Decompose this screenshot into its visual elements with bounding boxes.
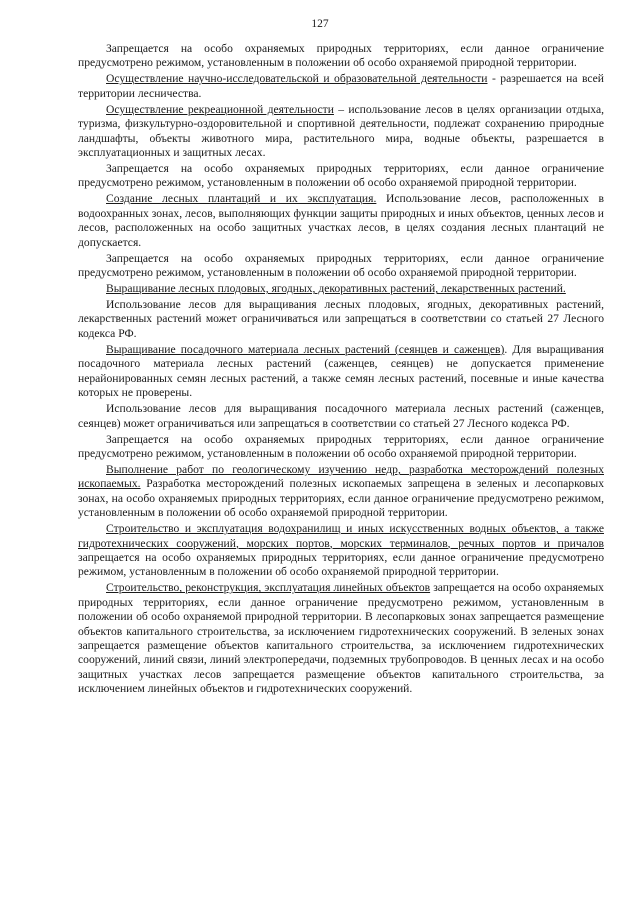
paragraph-text: запрещается на особо охраняемых природных территориях, если данное ограничение предусмотрено режимом, установленным в положении об особо охраняемой природной территории. В лесопарковых зонах запрещается размещение объектов капитального строительства, за исключением гидротехнических сооружений. В зеленых зонах запрещается размещение объектов капитального строительства, за исключением гидротехнических сооружений, линий связи, линий электропередачи, подземных трубопроводов. В ценных лесах и на особо защитных участках лесов запрещается размещение объектов капитального строительства, за исключением линейных объектов и гидротехнических сооружений. bbox=[78, 581, 604, 696]
paragraph-text: Использование лесов для выращивания посадочного материала лесных растений (саженцев, сеянцев) может ограничиваться или запрещаться в соответствии со статьей 27 Лесного кодекса РФ. bbox=[78, 402, 604, 430]
paragraph-heading: Выращивание лесных плодовых, ягодных, декоративных растений, лекарственных растений. bbox=[106, 282, 566, 296]
paragraph-text: Запрещается на особо охраняемых природных территориях, если данное ограничение предусмотрено режимом, установленным в положении об особо охраняемой природной территории. bbox=[78, 432, 604, 460]
paragraph-heading: Создание лесных плантаций и их эксплуатация. bbox=[106, 192, 377, 206]
paragraph-text: Запрещается на особо охраняемых природных территориях, если данное ограничение предусмотрено режимом, установленным в положении об особо охраняемой природной территории. bbox=[78, 251, 604, 280]
paragraph-growing-plants-heading bbox=[78, 282, 604, 296]
paragraph-growing-plants-use bbox=[78, 298, 604, 341]
paragraph-restriction-2 bbox=[78, 162, 604, 191]
paragraph-text: Запрещается на особо охраняемых природных территориях, если данное ограничение предусмотрено режимом, установленным в положении об особо охраняемой природной территории. bbox=[78, 162, 604, 190]
paragraph-research-activity bbox=[78, 72, 604, 101]
paragraph-reservoirs bbox=[78, 522, 604, 580]
paragraph-text: запрещается на особо охраняемых природных территориях, если данное ограничение предусмотрено режимом, установленным в положении об особо охраняемой природной территории. bbox=[78, 550, 604, 579]
paragraph-heading: Осуществление научно-исследовательской и образовательной деятельности bbox=[106, 72, 488, 86]
paragraph-text: Использование лесов, расположенных в водоохранных зонах, лесов, выполняющих функции защиты природных и иных объектов, ценных лесов и лесов, расположенных на особо защитных участках лесов, в целях создания лесных плантаций не допускается. bbox=[78, 192, 604, 249]
page-number: 127 bbox=[311, 18, 329, 30]
paragraph-forest-plantations bbox=[78, 192, 604, 250]
paragraph-heading: Осуществление рекреационной деятельности bbox=[106, 102, 334, 116]
paragraph-text: Использование лесов для выращивания лесных плодовых, ягодных, декоративных растений, лекарственных растений может ограничиваться или запрещаться в соответствии со статьей 27 Лесного кодекса РФ. bbox=[78, 298, 604, 340]
paragraph-text: – использование лесов в целях организации отдыха, туризма, физкультурно-оздоровительной и спортивной деятельности, подлежат сохранению природные ландшафты, объекты животного мира, растительного мира, водные объекты, разрешается в эксплуатационных и защитных лесах. bbox=[78, 102, 604, 160]
paragraph-text: - разрешается на всей территории лесничества. bbox=[78, 72, 604, 100]
paragraph-text: . Для выращивания посадочного материала лесных растений (саженцев, сеянцев) не допускается применение нерайонированных семян лесных растений, а также семян лесных растений, посевные и иные качества которых не проверены. bbox=[78, 342, 604, 400]
paragraph-text: Разработка месторождений полезных ископаемых запрещена в зеленых и лесопарковых зонах, на особо охраняемых природных территориях, если данное ограничение предусмотрено режимом, установленным в положении об особо охраняемой природной территории. bbox=[78, 477, 604, 520]
paragraph-restriction-1 bbox=[78, 42, 604, 71]
paragraph-heading: Выращивание посадочного материала лесных растений (сеянцев и саженцев) bbox=[106, 342, 505, 356]
document-body bbox=[78, 42, 604, 698]
paragraph-heading: Строительство и эксплуатация водохранилищ и иных искусственных водных объектов, а также гидротехнических сооружений, морских портов, морских терминалов, речных портов и причалов bbox=[78, 522, 604, 550]
paragraph-planting-material bbox=[78, 343, 604, 401]
paragraph-heading: Строительство, реконструкция, эксплуатация линейных объектов bbox=[106, 581, 431, 595]
paragraph-heading: Выполнение работ по геологическому изучению недр, разработка месторождений полезных ископаемых. bbox=[78, 462, 604, 491]
paragraph-geological-works bbox=[78, 463, 604, 521]
paragraph-restriction-3 bbox=[78, 252, 604, 281]
paragraph-restriction-4 bbox=[78, 433, 604, 462]
paragraph-text: Запрещается на особо охраняемых природных территориях, если данное ограничение предусмотрено режимом, установленным в положении об особо охраняемой природной территории. bbox=[78, 42, 604, 70]
paragraph-recreation-activity bbox=[78, 103, 604, 161]
paragraph-linear-objects bbox=[78, 581, 604, 696]
paragraph-planting-material-use bbox=[78, 402, 604, 431]
